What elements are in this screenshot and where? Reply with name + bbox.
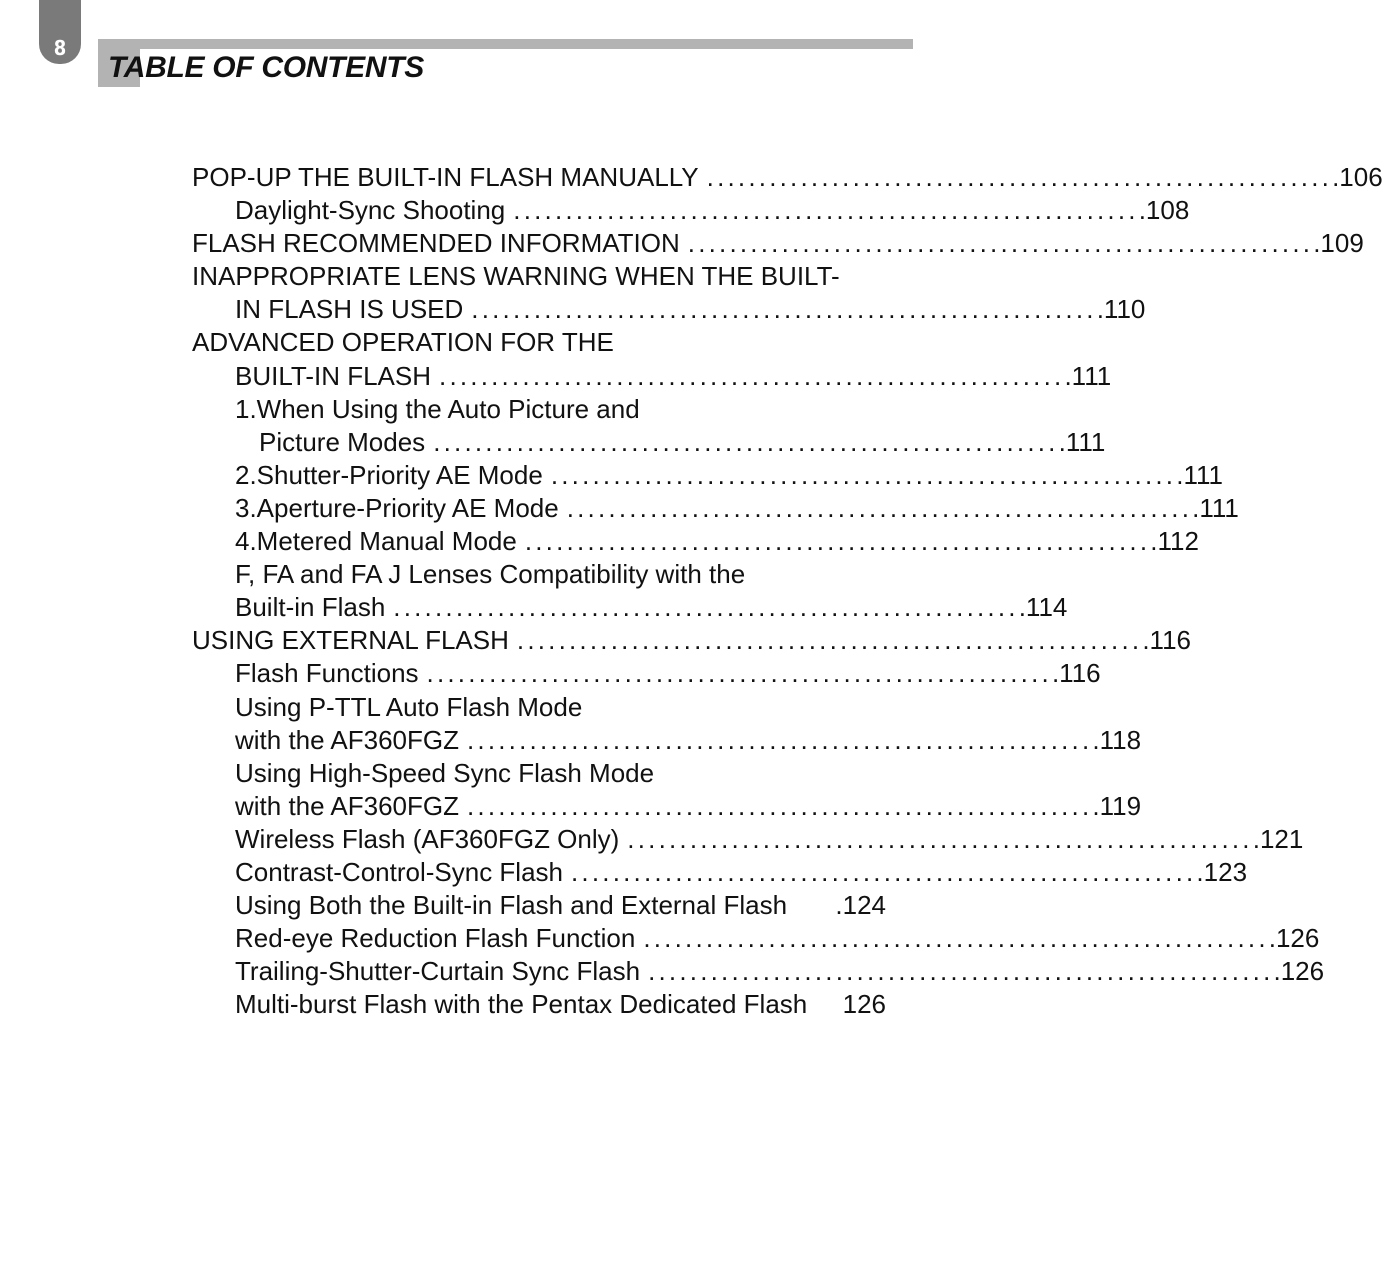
toc-entry-title: Built-in Flash xyxy=(235,592,386,623)
toc-entry xyxy=(192,757,886,790)
toc-entry-title: FLASH RECOMMENDED INFORMATION xyxy=(192,228,680,259)
toc-entry-title: Using High-Speed Sync Flash Mode xyxy=(235,757,655,788)
toc-entry xyxy=(192,856,1248,889)
toc-page-number: .116 xyxy=(1142,625,1191,656)
toc-entry xyxy=(192,426,1106,459)
toc-dot-leader: ............................................................ xyxy=(706,162,1333,192)
toc-entry xyxy=(192,558,886,591)
toc-dot-leader: ............................................................ xyxy=(433,426,1059,457)
toc-entry-title: USING EXTERNAL FLASH xyxy=(192,625,509,656)
toc-entry xyxy=(192,790,1142,823)
page-title: TABLE OF CONTENTS xyxy=(108,51,424,84)
toc-entry xyxy=(192,161,1383,194)
toc-entry-title: ADVANCED OPERATION FOR THE xyxy=(192,327,614,358)
toc-dot-leader: ............................................................ xyxy=(513,195,1139,226)
toc-entry xyxy=(192,591,1068,624)
toc-dot-leader: ............................................................ xyxy=(571,856,1197,887)
toc-page-number: .111 xyxy=(1058,426,1106,457)
toc-page-number: .111 xyxy=(1064,360,1112,391)
toc-dot-leader: ............................................................ xyxy=(439,360,1065,391)
toc-dot-leader: ............................................................ xyxy=(516,625,1143,656)
toc-entry xyxy=(192,393,886,426)
toc-dot-leader: ............................................................ xyxy=(471,294,1097,325)
toc-page-number: .111 xyxy=(1176,459,1223,490)
toc-entry-title: Trailing-Shutter-Curtain Sync Flash xyxy=(235,956,641,987)
toc-entry-title: Flash Functions xyxy=(235,658,419,689)
toc-dot-leader: ............................................................ xyxy=(687,228,1314,259)
toc-page-number: .126 xyxy=(1268,923,1320,954)
table-of-contents xyxy=(192,161,1383,1021)
toc-entry-title: POP-UP THE BUILT-IN FLASH MANUALLY xyxy=(192,162,699,192)
toc-dot-leader: ............................................................ xyxy=(648,956,1274,987)
toc-entry xyxy=(192,227,1364,260)
header-rule xyxy=(98,39,913,49)
toc-entry-title: Using P-TTL Auto Flash Mode xyxy=(235,691,583,722)
toc-page-number: .116 xyxy=(1051,658,1101,689)
toc-dot-leader: ............................................................ xyxy=(466,724,1093,755)
toc-page-number: .126 xyxy=(1273,956,1325,987)
toc-page-number: 126 xyxy=(842,989,886,1020)
toc-entry-title: INAPPROPRIATE LENS WARNING WHEN THE BUILT- xyxy=(192,261,840,292)
toc-entry xyxy=(192,260,886,293)
toc-entry-title: 2.Shutter-Priority AE Mode xyxy=(235,459,543,490)
toc-page-number: .119 xyxy=(1092,790,1142,821)
toc-page-number: .109 xyxy=(1313,228,1364,259)
toc-entry xyxy=(192,823,1304,856)
toc-page-number: .121 xyxy=(1252,823,1304,854)
toc-page-number: .118 xyxy=(1092,724,1142,755)
toc-entry xyxy=(192,293,1146,326)
toc-entry-title: Wireless Flash (AF360FGZ Only) xyxy=(235,823,620,854)
toc-entry-title: Contrast-Control-Sync Flash xyxy=(235,856,563,887)
toc-entry-title: 1.When Using the Auto Picture and xyxy=(235,393,640,424)
toc-entry xyxy=(192,525,1199,558)
toc-entry-title: with the AF360FGZ xyxy=(235,724,459,755)
toc-entry xyxy=(192,988,886,1021)
toc-entry-title: with the AF360FGZ xyxy=(235,790,459,821)
toc-page-number: .124 xyxy=(835,890,886,921)
toc-entry xyxy=(192,922,1320,955)
toc-entry xyxy=(192,326,886,359)
toc-entry-title: Red-eye Reduction Flash Function xyxy=(235,923,636,954)
toc-page-number: .114 xyxy=(1018,592,1068,623)
toc-dot-leader: ............................................................ xyxy=(426,658,1052,689)
toc-entry-title: Multi-burst Flash with the Pentax Dedicated Flash xyxy=(235,989,808,1020)
toc-page-number: .111 xyxy=(1192,492,1239,523)
toc-entry xyxy=(192,194,1190,227)
toc-page-number: .112 xyxy=(1150,526,1199,557)
toc-entry-title: Picture Modes xyxy=(259,426,426,457)
toc-dot-leader: ............................................................ xyxy=(627,823,1253,854)
toc-dot-leader: ............................................................ xyxy=(466,790,1093,821)
page-number: 8 xyxy=(53,36,67,60)
toc-dot-leader: ............................................................ xyxy=(524,526,1151,557)
toc-entry-title: Daylight-Sync Shooting xyxy=(235,195,506,226)
toc-entry-title: 3.Aperture-Priority AE Mode xyxy=(235,492,559,523)
toc-entry xyxy=(192,889,886,922)
toc-entry-title: Using Both the Built-in Flash and External Flash xyxy=(235,890,788,921)
toc-page-number: .123 xyxy=(1196,856,1248,887)
toc-page-number: .110 xyxy=(1096,294,1146,325)
toc-entry xyxy=(192,724,1142,757)
toc-entry-title: 4.Metered Manual Mode xyxy=(235,526,517,557)
toc-dot-leader: ............................................................ xyxy=(393,592,1019,623)
toc-entry-title: F, FA and FA J Lenses Compatibility with the xyxy=(235,559,746,590)
toc-dot-leader: ............................................................ xyxy=(566,492,1193,523)
toc-entry xyxy=(192,691,886,724)
toc-entry xyxy=(192,360,1112,393)
page-number-tab xyxy=(39,0,81,64)
toc-entry xyxy=(192,955,1325,988)
toc-entry xyxy=(192,492,1239,525)
toc-page-number: .108 xyxy=(1138,195,1190,226)
toc-dot-leader: ............................................................ xyxy=(643,923,1269,954)
toc-page-number: .106 xyxy=(1332,162,1383,192)
toc-entry xyxy=(192,459,1223,492)
toc-entry-title: IN FLASH IS USED xyxy=(235,294,464,325)
toc-entry xyxy=(192,624,1191,657)
toc-entry-title: BUILT-IN FLASH xyxy=(235,360,432,391)
toc-entry xyxy=(192,657,1101,690)
toc-dot-leader: ............................................................ xyxy=(550,459,1177,490)
